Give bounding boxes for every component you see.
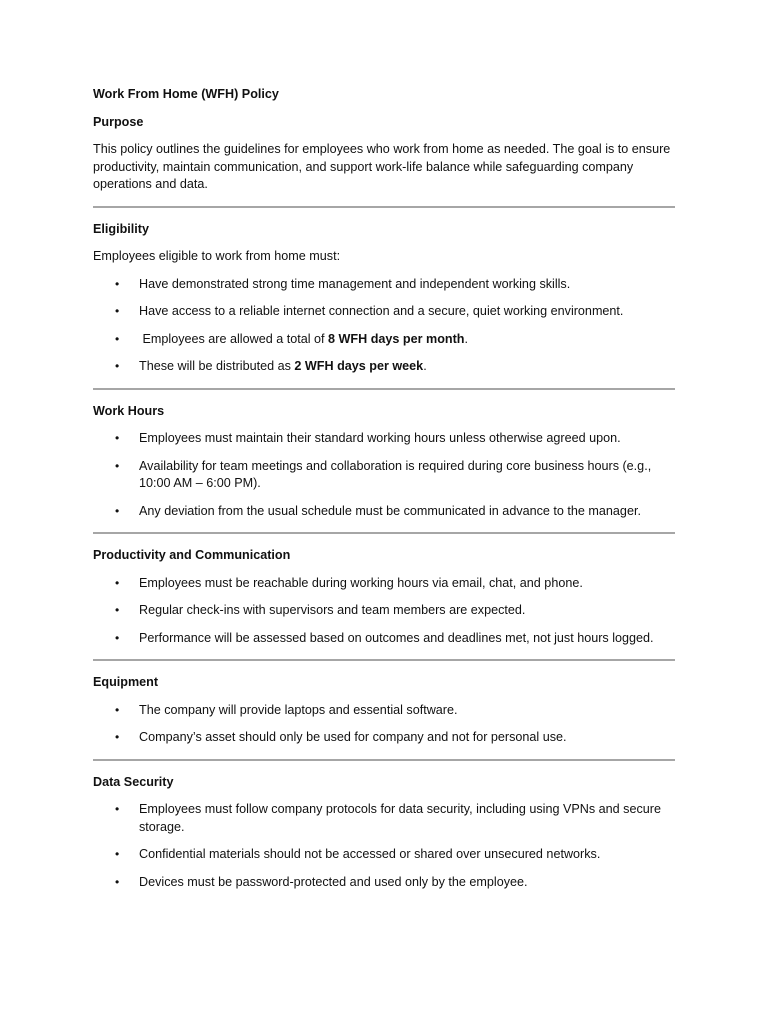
list-item-text: Have demonstrated strong time management and independent working skills. — [139, 276, 571, 291]
wfh-days-per-month: 8 WFH days per month — [328, 331, 465, 346]
equipment-list — [93, 702, 675, 747]
list-item-text: Regular check-ins with supervisors and team members are expected. — [139, 603, 526, 617]
list-item — [93, 630, 675, 648]
bullet-icon: • — [115, 431, 120, 445]
list-item-text: Company’s asset should only be used for company and not for personal use. — [139, 730, 567, 744]
bullet-icon: • — [115, 503, 120, 518]
bullet-icon: • — [115, 575, 120, 590]
productivity-list — [93, 575, 675, 648]
list-item-text-pre: These will be distributed as — [139, 359, 295, 373]
policy-document — [93, 86, 675, 901]
list-item-text-post: . — [464, 331, 468, 346]
bullet-icon: • — [115, 304, 120, 318]
bullet-icon: • — [115, 847, 120, 861]
bullet-icon: • — [115, 458, 120, 473]
work-hours-list — [93, 430, 675, 520]
section-divider — [93, 659, 675, 661]
list-item — [93, 358, 675, 376]
list-item — [93, 276, 675, 294]
data-security-heading: Data Security — [93, 774, 174, 789]
purpose-text: This policy outlines the guidelines for employees who work from home as needed. The goal is to ensure productivity, maintain communication, and support work-life balance while safeguarding company operations and data. — [93, 142, 671, 191]
list-item — [93, 846, 675, 864]
list-item — [93, 729, 675, 747]
bullet-icon: • — [115, 276, 120, 291]
list-item — [93, 303, 675, 321]
bullet-icon: • — [115, 802, 120, 816]
bullet-icon: • — [115, 702, 120, 717]
list-item — [93, 503, 675, 521]
list-item-text: Employees must follow company protocols for data security, including using VPNs and secure storage. — [139, 802, 661, 834]
list-item-text-post: . — [423, 359, 427, 373]
list-item-text: Availability for team meetings and collaboration is required during core business hours (e.g., 10:00 AM – 6:00 PM). — [139, 458, 652, 490]
list-item-text: Employees must be reachable during working hours via email, chat, and phone. — [139, 575, 583, 590]
bullet-icon: • — [115, 359, 120, 373]
productivity-heading: Productivity and Communication — [93, 548, 291, 562]
wfh-days-per-week: 2 WFH days per week — [294, 359, 424, 373]
bullet-icon: • — [115, 730, 120, 744]
list-item — [93, 575, 675, 593]
bullet-icon: • — [115, 630, 120, 645]
list-item-text: Employees must maintain their standard working hours unless otherwise agreed upon. — [139, 431, 621, 445]
list-item-text: Confidential materials should not be accessed or shared over unsecured networks. — [139, 847, 601, 861]
list-item-text: The company will provide laptops and essential software. — [139, 702, 458, 717]
purpose-heading: Purpose — [93, 114, 144, 129]
section-divider — [93, 759, 675, 761]
work-hours-heading: Work Hours — [93, 403, 165, 418]
eligibility-intro: Employees eligible to work from home must: — [93, 249, 341, 263]
section-divider — [93, 532, 675, 534]
bullet-icon: • — [115, 603, 120, 617]
eligibility-heading: Eligibility — [93, 221, 149, 236]
list-item — [93, 874, 675, 892]
list-item-text-pre: Employees are allowed a total of — [139, 331, 329, 346]
list-item — [93, 331, 675, 349]
data-security-list — [93, 801, 675, 891]
list-item-text: Devices must be password-protected and used only by the employee. — [139, 874, 528, 889]
list-item-text: Performance will be assessed based on outcomes and deadlines met, not just hours logged. — [139, 630, 654, 645]
section-divider — [93, 206, 675, 208]
equipment-heading: Equipment — [93, 675, 159, 689]
list-item-text: Any deviation from the usual schedule must be communicated in advance to the manager. — [139, 503, 641, 518]
list-item — [93, 430, 675, 448]
list-item-text: Have access to a reliable internet connection and a secure, quiet working environment. — [139, 304, 624, 318]
list-item — [93, 602, 675, 620]
section-divider — [93, 388, 675, 390]
list-item — [93, 702, 675, 720]
list-item — [93, 458, 675, 493]
list-item — [93, 801, 675, 836]
bullet-icon: • — [115, 331, 120, 346]
document-title: Work From Home (WFH) Policy — [93, 87, 279, 101]
eligibility-list — [93, 276, 675, 376]
bullet-icon: • — [115, 874, 120, 889]
